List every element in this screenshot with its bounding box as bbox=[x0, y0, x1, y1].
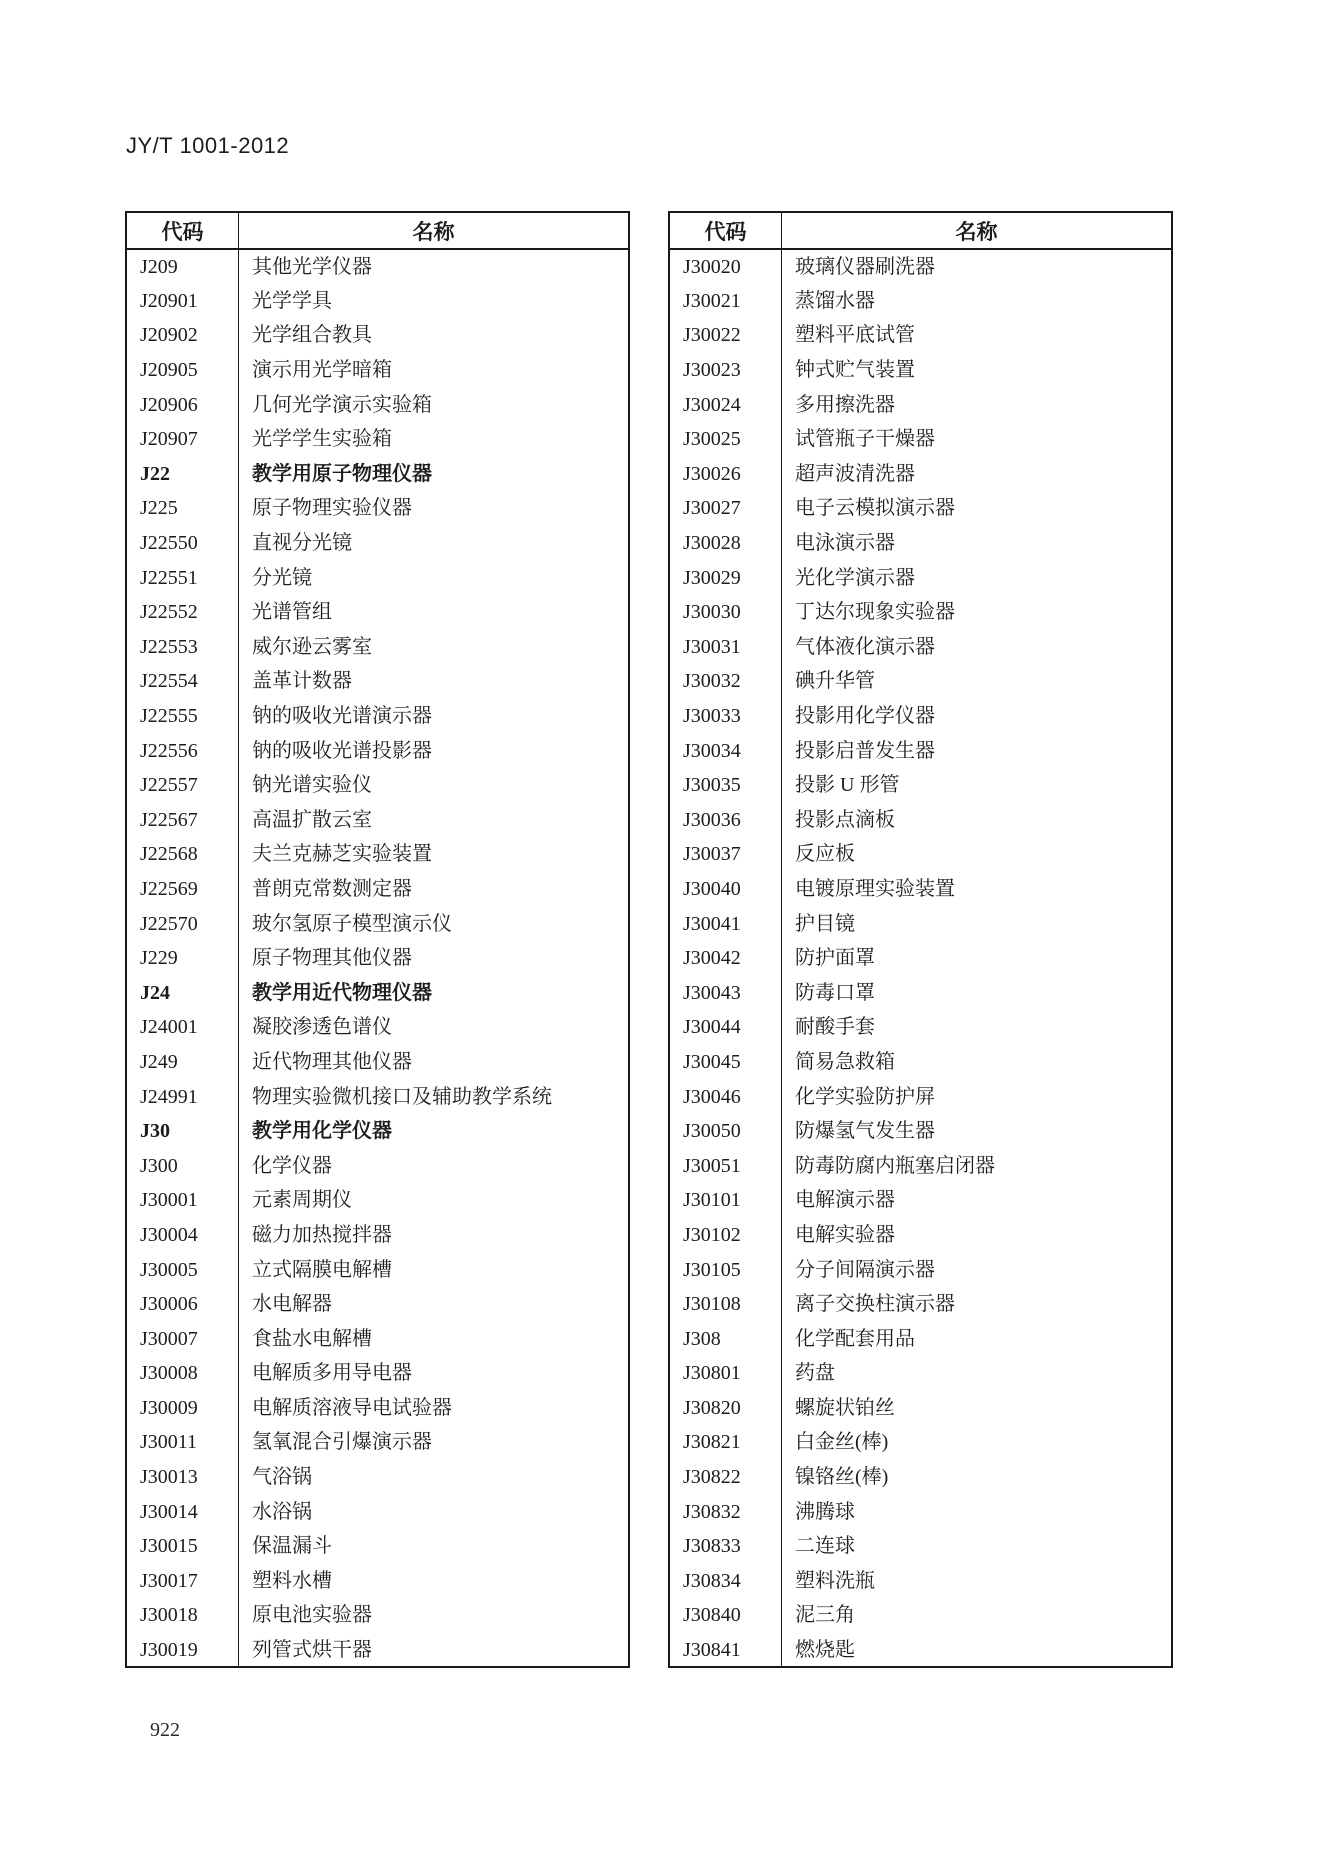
name-cell: 食盐水电解槽 bbox=[252, 1327, 372, 1350]
name-cell: 化学配套用品 bbox=[795, 1327, 915, 1350]
code-cell: J22568 bbox=[126, 837, 239, 872]
table-row bbox=[669, 1045, 1172, 1080]
name-cell: 光学学生实验箱 bbox=[252, 428, 392, 451]
code-cell: J30833 bbox=[669, 1529, 782, 1564]
table-row bbox=[126, 1045, 629, 1080]
table-row bbox=[126, 975, 629, 1010]
table-row bbox=[669, 1356, 1172, 1391]
table-row bbox=[126, 1529, 629, 1564]
code-cell: J30040 bbox=[669, 872, 782, 907]
name-cell: 燃烧匙 bbox=[795, 1638, 855, 1661]
code-cell: J30009 bbox=[126, 1391, 239, 1426]
table-row bbox=[126, 353, 629, 388]
code-cell: J22552 bbox=[126, 595, 239, 630]
code-cell: J30046 bbox=[669, 1079, 782, 1114]
code-cell: J209 bbox=[126, 249, 239, 284]
table-row bbox=[126, 1494, 629, 1529]
name-cell: 离子交换柱演示器 bbox=[795, 1293, 955, 1316]
table-row bbox=[126, 1425, 629, 1460]
name-cell: 化学仪器 bbox=[252, 1154, 332, 1177]
table-row bbox=[126, 941, 629, 976]
table-row bbox=[669, 284, 1172, 319]
code-cell: J30013 bbox=[126, 1460, 239, 1495]
table-row bbox=[669, 941, 1172, 976]
code-cell: J30031 bbox=[669, 630, 782, 665]
name-cell: 教学用原子物理仪器 bbox=[252, 462, 432, 485]
code-cell: J22553 bbox=[126, 630, 239, 665]
table-row bbox=[669, 1079, 1172, 1114]
name-cell: 塑料平底试管 bbox=[795, 324, 915, 347]
code-cell: J30020 bbox=[669, 249, 782, 284]
doc-standard-number: JY/T 1001-2012 bbox=[126, 133, 290, 158]
table-row bbox=[669, 1494, 1172, 1529]
name-cell: 电解实验器 bbox=[795, 1223, 895, 1246]
name-cell: 电镀原理实验装置 bbox=[795, 877, 955, 900]
table-row bbox=[126, 1564, 629, 1599]
name-cell: 普朗克常数测定器 bbox=[252, 877, 412, 900]
code-cell: J30018 bbox=[126, 1598, 239, 1633]
code-cell: J30108 bbox=[669, 1287, 782, 1322]
name-cell: 分光镜 bbox=[252, 566, 312, 589]
name-cell: 近代物理其他仪器 bbox=[252, 1050, 412, 1073]
name-cell: 其他光学仪器 bbox=[252, 255, 372, 278]
name-cell: 投影用化学仪器 bbox=[795, 705, 935, 728]
table-row bbox=[669, 1633, 1172, 1668]
table-row bbox=[669, 699, 1172, 734]
code-cell: J30006 bbox=[126, 1287, 239, 1322]
table-row bbox=[126, 1321, 629, 1356]
table-row bbox=[669, 630, 1172, 665]
name-cell: 钟式贮气装置 bbox=[795, 359, 915, 382]
table-row bbox=[126, 1079, 629, 1114]
table-row bbox=[669, 1183, 1172, 1218]
table-row bbox=[126, 491, 629, 526]
table-row bbox=[126, 249, 629, 284]
name-cell: 元素周期仪 bbox=[252, 1189, 352, 1212]
table-row bbox=[669, 1321, 1172, 1356]
code-cell: J30025 bbox=[669, 422, 782, 457]
name-cell: 投影 U 形管 bbox=[795, 774, 900, 797]
code-table-left bbox=[125, 211, 630, 1668]
name-cell: 防护面罩 bbox=[795, 947, 875, 970]
code-cell: J229 bbox=[126, 941, 239, 976]
code-cell: J30015 bbox=[126, 1529, 239, 1564]
table-row bbox=[126, 422, 629, 457]
code-cell: J22550 bbox=[126, 526, 239, 561]
code-cell: J30036 bbox=[669, 803, 782, 838]
table-row bbox=[669, 803, 1172, 838]
table-row bbox=[126, 1252, 629, 1287]
code-cell: J30021 bbox=[669, 284, 782, 319]
code-cell: J30101 bbox=[669, 1183, 782, 1218]
name-cell: 玻璃仪器刷洗器 bbox=[795, 255, 935, 278]
name-cell: 教学用近代物理仪器 bbox=[252, 981, 432, 1004]
code-cell: J22567 bbox=[126, 803, 239, 838]
code-table-right bbox=[668, 211, 1173, 1668]
code-cell: J30030 bbox=[669, 595, 782, 630]
name-cell: 丁达尔现象实验器 bbox=[795, 601, 955, 624]
code-cell: J22 bbox=[126, 457, 239, 492]
name-cell: 泥三角 bbox=[795, 1604, 855, 1627]
table-row bbox=[126, 1148, 629, 1183]
table-row bbox=[126, 284, 629, 319]
name-cell: 防毒防腐内瓶塞启闭器 bbox=[795, 1154, 995, 1177]
code-cell: J30051 bbox=[669, 1148, 782, 1183]
code-cell: J30045 bbox=[669, 1045, 782, 1080]
table-row bbox=[669, 768, 1172, 803]
code-cell: J30005 bbox=[126, 1252, 239, 1287]
code-cell: J30024 bbox=[669, 387, 782, 422]
table-row bbox=[126, 906, 629, 941]
name-cell: 投影启普发生器 bbox=[795, 739, 935, 762]
table-row bbox=[126, 387, 629, 422]
name-cell: 电解演示器 bbox=[795, 1189, 895, 1212]
name-cell: 试管瓶子干燥器 bbox=[795, 428, 935, 451]
code-cell: J30029 bbox=[669, 560, 782, 595]
code-cell: J22569 bbox=[126, 872, 239, 907]
table-row bbox=[669, 526, 1172, 561]
table-row bbox=[669, 1114, 1172, 1149]
table-row bbox=[126, 318, 629, 353]
code-cell: J30 bbox=[126, 1114, 239, 1149]
code-cell: J30043 bbox=[669, 975, 782, 1010]
table-row bbox=[126, 1287, 629, 1322]
code-cell: J30034 bbox=[669, 733, 782, 768]
code-cell: J30832 bbox=[669, 1494, 782, 1529]
code-cell: J30822 bbox=[669, 1460, 782, 1495]
code-cell: J30050 bbox=[669, 1114, 782, 1149]
table-row bbox=[669, 733, 1172, 768]
code-cell: J30841 bbox=[669, 1633, 782, 1668]
table-row bbox=[669, 906, 1172, 941]
code-cell: J30022 bbox=[669, 318, 782, 353]
table-body bbox=[669, 249, 1172, 1667]
table-row bbox=[126, 803, 629, 838]
code-cell: J20901 bbox=[126, 284, 239, 319]
code-cell: J308 bbox=[669, 1321, 782, 1356]
name-cell: 钠光谱实验仪 bbox=[252, 774, 372, 797]
table-row bbox=[126, 1010, 629, 1045]
table-row bbox=[669, 1287, 1172, 1322]
name-cell: 分子间隔演示器 bbox=[795, 1258, 935, 1281]
code-cell: J30008 bbox=[126, 1356, 239, 1391]
name-cell: 电解质多用导电器 bbox=[252, 1362, 412, 1385]
table-row bbox=[126, 1598, 629, 1633]
table-row bbox=[126, 837, 629, 872]
code-cell: J22554 bbox=[126, 664, 239, 699]
name-cell: 威尔逊云雾室 bbox=[252, 635, 372, 658]
name-cell: 塑料水槽 bbox=[252, 1569, 332, 1592]
name-cell: 直视分光镜 bbox=[252, 532, 352, 555]
table-row bbox=[126, 1460, 629, 1495]
name-cell: 玻尔氢原子模型演示仪 bbox=[252, 912, 452, 935]
page-number: 922 bbox=[150, 1719, 180, 1741]
table-row bbox=[126, 1633, 629, 1668]
code-cell: J22555 bbox=[126, 699, 239, 734]
name-cell: 防毒口罩 bbox=[795, 981, 875, 1004]
table-row bbox=[669, 387, 1172, 422]
table-row bbox=[669, 491, 1172, 526]
table-row bbox=[669, 422, 1172, 457]
name-cell: 投影点滴板 bbox=[795, 808, 895, 831]
name-cell: 高温扩散云室 bbox=[252, 808, 372, 831]
code-cell: J30007 bbox=[126, 1321, 239, 1356]
name-cell: 电子云模拟演示器 bbox=[795, 497, 955, 520]
name-cell: 氢氧混合引爆演示器 bbox=[252, 1431, 432, 1454]
table-row bbox=[669, 457, 1172, 492]
name-cell: 化学实验防护屏 bbox=[795, 1085, 935, 1108]
code-cell: J20905 bbox=[126, 353, 239, 388]
code-cell: J30044 bbox=[669, 1010, 782, 1045]
code-cell: J20902 bbox=[126, 318, 239, 353]
name-cell: 镍铬丝(棒) bbox=[795, 1466, 889, 1489]
code-cell: J30840 bbox=[669, 1598, 782, 1633]
table-row bbox=[669, 1425, 1172, 1460]
code-cell: J30004 bbox=[126, 1218, 239, 1253]
code-cell: J30035 bbox=[669, 768, 782, 803]
column-header-code: 代码 bbox=[126, 212, 239, 249]
name-cell: 物理实验微机接口及辅助教学系统 bbox=[252, 1085, 552, 1108]
name-cell: 列管式烘干器 bbox=[252, 1638, 372, 1661]
table-row bbox=[126, 872, 629, 907]
code-cell: J30041 bbox=[669, 906, 782, 941]
name-cell: 光学组合教具 bbox=[252, 324, 372, 347]
code-cell: J30027 bbox=[669, 491, 782, 526]
table-row bbox=[669, 1529, 1172, 1564]
table-row bbox=[669, 872, 1172, 907]
name-cell: 原电池实验器 bbox=[252, 1604, 372, 1627]
name-cell: 光谱管组 bbox=[252, 601, 332, 624]
name-cell: 反应板 bbox=[795, 843, 855, 866]
name-cell: 螺旋状铂丝 bbox=[795, 1396, 895, 1419]
table-header-row bbox=[126, 212, 629, 249]
name-cell: 光学学具 bbox=[252, 289, 332, 312]
table-row bbox=[126, 1391, 629, 1426]
table-row bbox=[669, 595, 1172, 630]
code-cell: J30026 bbox=[669, 457, 782, 492]
table-row bbox=[126, 595, 629, 630]
table-row bbox=[126, 699, 629, 734]
name-cell: 电泳演示器 bbox=[795, 532, 895, 555]
column-header-name: 名称 bbox=[782, 212, 1173, 249]
table-row bbox=[126, 526, 629, 561]
code-cell: J30032 bbox=[669, 664, 782, 699]
name-cell: 教学用化学仪器 bbox=[252, 1120, 392, 1143]
name-cell: 光化学演示器 bbox=[795, 566, 915, 589]
code-cell: J24991 bbox=[126, 1079, 239, 1114]
name-cell: 气体液化演示器 bbox=[795, 635, 935, 658]
code-cell: J30102 bbox=[669, 1218, 782, 1253]
name-cell: 护目镜 bbox=[795, 912, 855, 935]
table-row bbox=[669, 1218, 1172, 1253]
name-cell: 耐酸手套 bbox=[795, 1016, 875, 1039]
name-cell: 水电解器 bbox=[252, 1293, 332, 1316]
code-cell: J20906 bbox=[126, 387, 239, 422]
code-cell: J30820 bbox=[669, 1391, 782, 1426]
code-cell: J30037 bbox=[669, 837, 782, 872]
column-header-code: 代码 bbox=[669, 212, 782, 249]
table-row bbox=[669, 1148, 1172, 1183]
code-cell: J30821 bbox=[669, 1425, 782, 1460]
code-cell: J300 bbox=[126, 1148, 239, 1183]
name-cell: 药盘 bbox=[795, 1362, 835, 1385]
table-row bbox=[126, 1356, 629, 1391]
code-cell: J22570 bbox=[126, 906, 239, 941]
name-cell: 盖革计数器 bbox=[252, 670, 352, 693]
table-row bbox=[669, 1391, 1172, 1426]
name-cell: 原子物理其他仪器 bbox=[252, 947, 412, 970]
code-cell: J20907 bbox=[126, 422, 239, 457]
table-row bbox=[669, 664, 1172, 699]
table-row bbox=[126, 560, 629, 595]
name-cell: 凝胶渗透色谱仪 bbox=[252, 1016, 392, 1039]
name-cell: 多用擦洗器 bbox=[795, 393, 895, 416]
name-cell: 防爆氢气发生器 bbox=[795, 1120, 935, 1143]
table-row bbox=[126, 630, 629, 665]
table-row bbox=[669, 1598, 1172, 1633]
table-row bbox=[669, 1010, 1172, 1045]
name-cell: 白金丝(棒) bbox=[795, 1431, 889, 1454]
table-row bbox=[669, 353, 1172, 388]
name-cell: 夫兰克赫芝实验装置 bbox=[252, 843, 432, 866]
name-cell: 原子物理实验仪器 bbox=[252, 497, 412, 520]
code-cell: J225 bbox=[126, 491, 239, 526]
name-cell: 立式隔膜电解槽 bbox=[252, 1258, 392, 1281]
code-cell: J30011 bbox=[126, 1425, 239, 1460]
code-cell: J30801 bbox=[669, 1356, 782, 1391]
code-cell: J30014 bbox=[126, 1494, 239, 1529]
table-header-row bbox=[669, 212, 1172, 249]
code-cell: J24 bbox=[126, 975, 239, 1010]
code-cell: J30834 bbox=[669, 1564, 782, 1599]
column-header-name: 名称 bbox=[239, 212, 630, 249]
table-row bbox=[126, 1218, 629, 1253]
code-cell: J30033 bbox=[669, 699, 782, 734]
table-row bbox=[669, 837, 1172, 872]
code-cell: J24001 bbox=[126, 1010, 239, 1045]
table-row bbox=[126, 457, 629, 492]
name-cell: 磁力加热搅拌器 bbox=[252, 1223, 392, 1246]
name-cell: 气浴锅 bbox=[252, 1466, 312, 1489]
table-row bbox=[126, 1114, 629, 1149]
name-cell: 蒸馏水器 bbox=[795, 289, 875, 312]
code-cell: J30019 bbox=[126, 1633, 239, 1668]
name-cell: 简易急救箱 bbox=[795, 1050, 895, 1073]
table-row bbox=[669, 1252, 1172, 1287]
name-cell: 塑料洗瓶 bbox=[795, 1569, 875, 1592]
code-cell: J30023 bbox=[669, 353, 782, 388]
name-cell: 保温漏斗 bbox=[252, 1535, 332, 1558]
name-cell: 水浴锅 bbox=[252, 1500, 312, 1523]
name-cell: 演示用光学暗箱 bbox=[252, 359, 392, 382]
code-cell: J22556 bbox=[126, 733, 239, 768]
name-cell: 几何光学演示实验箱 bbox=[252, 393, 432, 416]
table-body bbox=[126, 249, 629, 1667]
code-cell: J249 bbox=[126, 1045, 239, 1080]
code-cell: J22557 bbox=[126, 768, 239, 803]
name-cell: 超声波清洗器 bbox=[795, 462, 915, 485]
table-row bbox=[126, 664, 629, 699]
table-row bbox=[669, 1564, 1172, 1599]
table-row bbox=[669, 560, 1172, 595]
table-row bbox=[126, 768, 629, 803]
table-row bbox=[126, 1183, 629, 1218]
table-row bbox=[126, 733, 629, 768]
code-cell: J30028 bbox=[669, 526, 782, 561]
code-cell: J30001 bbox=[126, 1183, 239, 1218]
name-cell: 电解质溶液导电试验器 bbox=[252, 1396, 452, 1419]
code-cell: J30017 bbox=[126, 1564, 239, 1599]
table-row bbox=[669, 975, 1172, 1010]
name-cell: 钠的吸收光谱演示器 bbox=[252, 705, 432, 728]
table-row bbox=[669, 1460, 1172, 1495]
code-cell: J30042 bbox=[669, 941, 782, 976]
name-cell: 沸腾球 bbox=[795, 1500, 855, 1523]
table-row bbox=[669, 249, 1172, 284]
table-row bbox=[669, 318, 1172, 353]
name-cell: 二连球 bbox=[795, 1535, 855, 1558]
name-cell: 钠的吸收光谱投影器 bbox=[252, 739, 432, 762]
code-cell: J30105 bbox=[669, 1252, 782, 1287]
name-cell: 碘升华管 bbox=[795, 670, 875, 693]
code-cell: J22551 bbox=[126, 560, 239, 595]
